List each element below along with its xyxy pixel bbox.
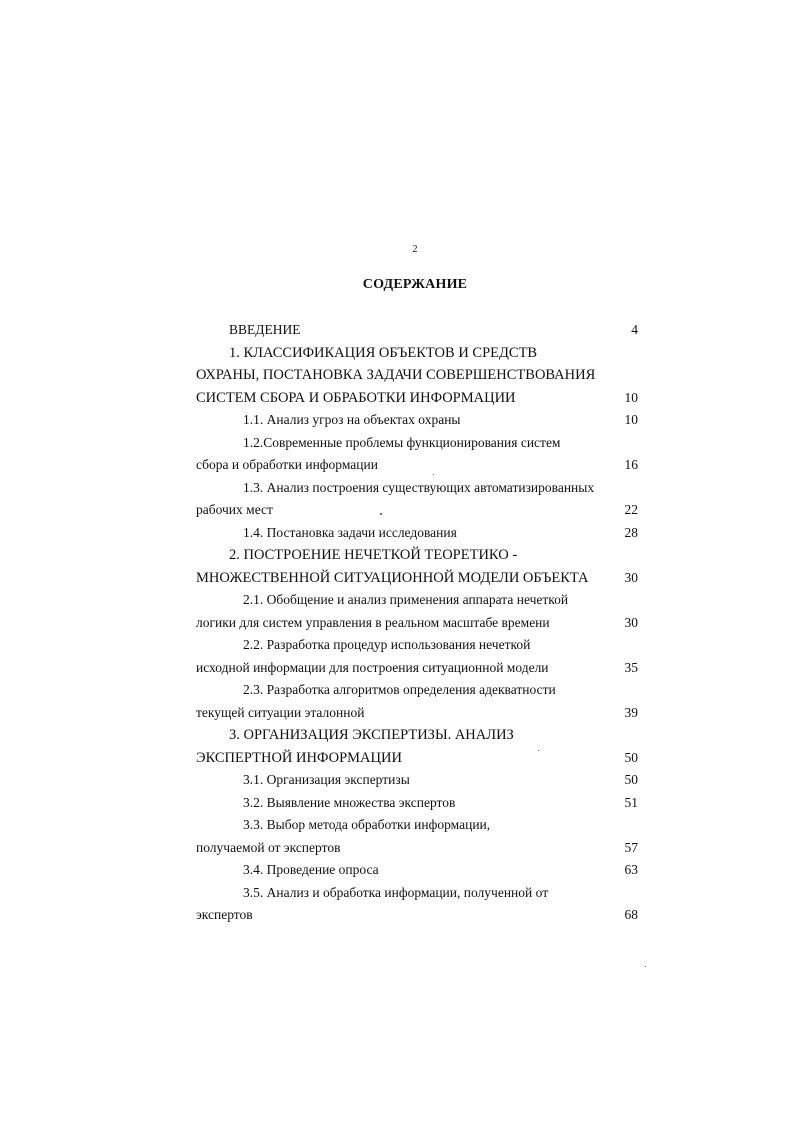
toc-entry-text: экспертов bbox=[196, 907, 253, 922]
toc-entry-introduction bbox=[196, 319, 638, 342]
toc-entry-text: 2.1. Обобщение и анализ применения аппарата нечеткой bbox=[243, 592, 569, 607]
toc-entry-chapter-1-cont bbox=[196, 364, 638, 387]
toc-entry-chapter-1 bbox=[196, 342, 638, 365]
toc-entry-page: 35 bbox=[624, 659, 638, 675]
toc-entry-text: 3.1. Организация экспертизы bbox=[243, 772, 410, 787]
toc-entry-section-3-5-cont bbox=[196, 904, 638, 927]
toc-entry-text: сбора и обработки информации bbox=[196, 457, 378, 472]
scan-speck bbox=[380, 513, 382, 515]
toc-entry-text: 3.2. Выявление множества экспертов bbox=[243, 794, 456, 810]
toc-entry-section-2-2 bbox=[196, 634, 638, 657]
page-number: 2 bbox=[412, 244, 418, 255]
scan-speck bbox=[645, 966, 646, 967]
toc-entry-text: получаемой от экспертов bbox=[196, 839, 341, 855]
toc-entry-section-3-1 bbox=[196, 769, 638, 792]
toc-entry-text: 1.4. Постановка задачи исследования bbox=[243, 524, 457, 540]
toc-entry-text: ОХРАНЫ, ПОСТАНОВКА ЗАДАЧИ СОВЕРШЕНСТВОВАНИЯ bbox=[196, 367, 596, 383]
toc-entry-text: МНОЖЕСТВЕННОЙ СИТУАЦИОННОЙ МОДЕЛИ ОБЪЕКТА bbox=[196, 569, 589, 586]
toc-entry-chapter-2 bbox=[196, 544, 638, 567]
toc-entry-text: 1. КЛАССИФИКАЦИЯ ОБЪЕКТОВ И СРЕДСТВ bbox=[229, 344, 538, 361]
toc-entry-page: 51 bbox=[624, 794, 638, 810]
toc-entry-page: 30 bbox=[624, 614, 638, 630]
toc-entry-chapter-3-cont bbox=[196, 747, 638, 770]
toc-entry-text: 2.2. Разработка процедур использования нечеткой bbox=[243, 637, 531, 652]
toc-entry-text: 3.3. Выбор метода обработки информации, bbox=[243, 817, 491, 832]
toc-entry-text: текущей ситуации эталонной bbox=[196, 704, 365, 720]
toc-entry-text: СИСТЕМ СБОРА И ОБРАБОТКИ ИНФОРМАЦИИ bbox=[196, 389, 516, 406]
toc-entry-section-3-5 bbox=[196, 882, 638, 905]
toc-entry-page: 50 bbox=[624, 772, 638, 787]
scan-speck bbox=[538, 750, 539, 751]
toc-entry-text: 3.5. Анализ и обработка информации, полученной от bbox=[243, 884, 549, 900]
toc-entry-text: 1.2.Современные проблемы функционирования систем bbox=[243, 434, 561, 450]
toc-entry-section-1-3-cont bbox=[196, 499, 638, 522]
toc-entry-page: 39 bbox=[624, 704, 638, 720]
toc-entry-section-1-2 bbox=[196, 432, 638, 455]
toc-entry-section-2-3 bbox=[196, 679, 638, 702]
toc-entry-section-3-3-cont bbox=[196, 837, 638, 860]
toc-entry-text: 2.3. Разработка алгоритмов определения адекватности bbox=[243, 682, 556, 697]
toc-entry-text: 1.3. Анализ построения существующих автоматизированных bbox=[243, 479, 595, 495]
toc-entry-page: 63 bbox=[624, 862, 638, 877]
toc-title: СОДЕРЖАНИЕ bbox=[362, 277, 468, 292]
scan-speck bbox=[433, 474, 434, 475]
toc-entry-text: ЭКСПЕРТНОЙ ИНФОРМАЦИИ bbox=[196, 749, 402, 766]
toc-entry-text: рабочих мест bbox=[196, 502, 273, 517]
toc-entry-section-1-3 bbox=[196, 477, 638, 500]
toc-entry-section-2-2-cont bbox=[196, 657, 638, 680]
toc-entry-text: логики для систем управления в реальном масштабе времени bbox=[196, 614, 550, 630]
toc-entry-text: 3.4. Проведение опроса bbox=[243, 862, 379, 877]
toc-entry-section-1-4 bbox=[196, 522, 638, 545]
toc-entry-page: 68 bbox=[624, 907, 638, 922]
toc-entry-page: 30 bbox=[624, 569, 638, 585]
toc-entry-page: 16 bbox=[624, 457, 638, 472]
toc-entry-page: 57 bbox=[624, 839, 638, 855]
toc-entry-text: исходной информации для построения ситуационной модели bbox=[196, 659, 549, 675]
toc-entry-page: 10 bbox=[624, 389, 638, 405]
toc-entry-section-2-1 bbox=[196, 589, 638, 612]
toc-entry-section-3-4 bbox=[196, 859, 638, 882]
toc-entry-text: 2. ПОСТРОЕНИЕ НЕЧЕТКОЙ ТЕОРЕТИКО - bbox=[229, 547, 518, 563]
toc-entry-text: 1.1. Анализ угроз на объектах охраны bbox=[243, 412, 461, 427]
toc-entry-page: 4 bbox=[631, 322, 638, 337]
table-of-contents bbox=[196, 319, 638, 927]
toc-entry-text: ВВЕДЕНИЕ bbox=[229, 322, 301, 337]
toc-entry-page: 28 bbox=[624, 524, 638, 540]
toc-entry-section-1-2-cont bbox=[196, 454, 638, 477]
toc-entry-page: 10 bbox=[624, 412, 638, 427]
toc-entry-page: 22 bbox=[624, 502, 638, 517]
toc-entry-section-3-2 bbox=[196, 792, 638, 815]
toc-entry-section-3-3 bbox=[196, 814, 638, 837]
toc-entry-section-2-1-cont bbox=[196, 612, 638, 635]
toc-entry-chapter-3 bbox=[196, 724, 638, 747]
toc-entry-section-2-3-cont bbox=[196, 702, 638, 725]
toc-entry-chapter-2-cont bbox=[196, 567, 638, 590]
toc-entry-chapter-1-end bbox=[196, 387, 638, 410]
toc-entry-page: 50 bbox=[624, 749, 638, 765]
toc-entry-text: 3. ОРГАНИЗАЦИЯ ЭКСПЕРТИЗЫ. АНАЛИЗ bbox=[229, 727, 514, 743]
toc-entry-section-1-1 bbox=[196, 409, 638, 432]
